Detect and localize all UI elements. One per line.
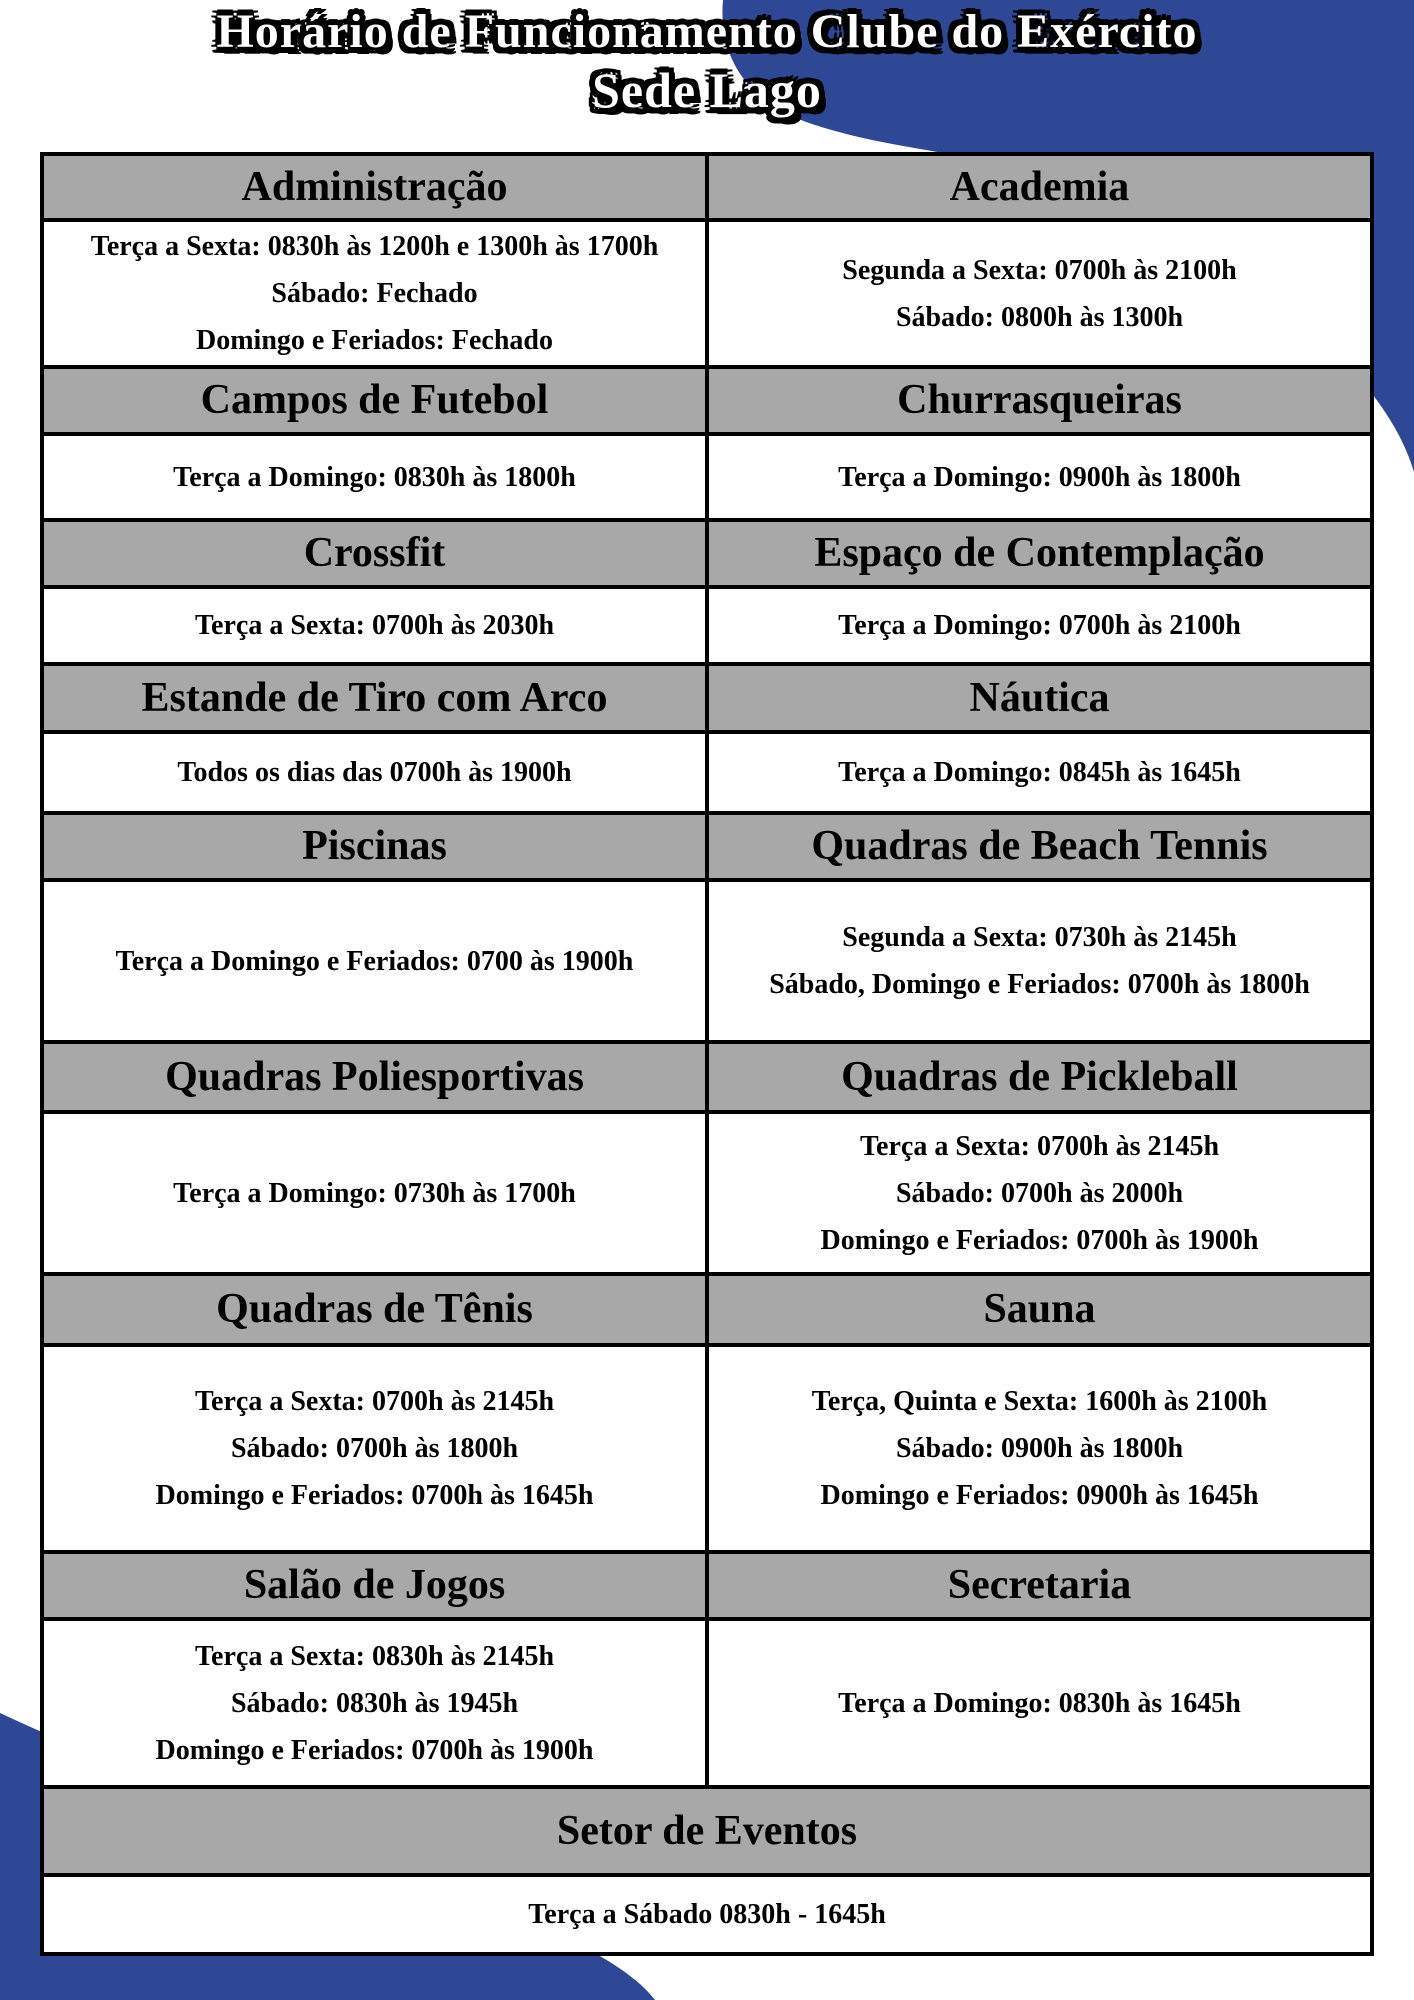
facility-header-quadras-de-tenis: [42, 1274, 707, 1345]
facility-name: Academia: [949, 163, 1130, 210]
hours-line: Sábado: 0900h às 1800h: [895, 1433, 1184, 1464]
facility-name: Quadras de Tênis: [216, 1286, 533, 1333]
facility-header-setor-de-eventos: [42, 1787, 1372, 1875]
facility-hours-salao-de-jogos: [42, 1619, 707, 1787]
facility-name: Sauna: [983, 1286, 1096, 1333]
facility-hours-secretaria: [707, 1619, 1372, 1787]
facility-name: Secretaria: [947, 1562, 1132, 1609]
facility-header-academia: [707, 154, 1372, 220]
facility-hours-academia: [707, 220, 1372, 367]
facility-name: Quadras de Pickleball: [841, 1053, 1238, 1100]
hours-line: Terça a Sexta: 0700h às 2030h: [194, 610, 555, 641]
facility-hours-quadras-de-tenis: [42, 1345, 707, 1552]
facility-hours-espaco-de-contemplacao: [707, 587, 1372, 664]
facility-hours-pickleball: [707, 1112, 1372, 1274]
hours-line: Domingo e Feriados: Fechado: [196, 325, 553, 356]
facility-header-crossfit: [42, 520, 707, 587]
hours-line: Sábado: 0700h às 2000h: [895, 1177, 1184, 1209]
facility-hours-crossfit: [42, 587, 707, 664]
facility-hours-campos-de-futebol: [42, 434, 707, 520]
facility-header-salao-de-jogos: [42, 1552, 707, 1619]
hours-line: Terça a Sábado 0830h - 1645h: [528, 1899, 886, 1930]
facility-hours-quadras-poliesportivas: [42, 1112, 707, 1274]
facility-hours-administracao: [42, 220, 707, 367]
hours-line: Sábado: 0700h às 1800h: [230, 1433, 519, 1464]
facility-hours-beach-tennis: [707, 880, 1372, 1042]
facility-hours-churrasqueiras: [707, 434, 1372, 520]
hours-line: Terça a Domingo: 0700h às 2100h: [838, 610, 1241, 641]
facility-header-nautica: [707, 664, 1372, 732]
facility-name: Salão de Jogos: [243, 1562, 506, 1609]
facility-name: Churrasqueiras: [897, 377, 1182, 424]
hours-line: Terça, Quinta e Sexta: 1600h às 2100h: [811, 1386, 1268, 1417]
facility-name: Crossfit: [303, 530, 446, 577]
facility-header-secretaria: [707, 1552, 1372, 1619]
facility-hours-nautica: [707, 732, 1372, 813]
hours-line: Domingo e Feriados: 0900h às 1645h: [820, 1480, 1259, 1511]
title-line-1: Horário de Funcionamento Clube do Exército: [216, 5, 1198, 58]
hours-line: Terça a Domingo: 0845h às 1645h: [838, 757, 1241, 788]
facility-header-campos-de-futebol: [42, 367, 707, 434]
facility-hours-sauna: [707, 1345, 1372, 1552]
poster-title: [0, 0, 1414, 118]
facility-header-sauna: [707, 1274, 1372, 1345]
hours-line: Sábado: 0830h às 1945h: [230, 1687, 519, 1719]
facility-name: Setor de Eventos: [556, 1807, 858, 1854]
facility-header-churrasqueiras: [707, 367, 1372, 434]
facility-name: Quadras Poliesportivas: [165, 1053, 584, 1100]
facility-header-administracao: [42, 154, 707, 220]
facility-header-estande-de-tiro: [42, 664, 707, 732]
facility-name: Piscinas: [302, 823, 447, 870]
facility-hours-estande-de-tiro: [42, 732, 707, 813]
hours-line: Terça a Domingo: 0730h às 1700h: [173, 1177, 576, 1209]
title-line-2: Sede Lago: [592, 61, 822, 118]
hours-line: Terça a Domingo e Feriados: 0700 às 1900h: [115, 945, 634, 977]
facility-name: Espaço de Contemplação: [814, 530, 1265, 577]
facility-name: Administração: [241, 163, 508, 210]
facility-header-piscinas: [42, 813, 707, 880]
hours-line: Sábado: 0800h às 1300h: [895, 301, 1184, 333]
facility-hours-piscinas: [42, 880, 707, 1042]
hours-line: Terça a Sexta: 0830h às 1200h e 1300h às 1700h: [90, 231, 659, 262]
hours-line: Terça a Sexta: 0700h às 2145h: [194, 1386, 555, 1417]
hours-line: Domingo e Feriados: 0700h às 1900h: [155, 1734, 594, 1766]
hours-line: Terça a Domingo: 0830h às 1645h: [838, 1687, 1241, 1719]
hours-line: Segunda a Sexta: 0700h às 2100h: [842, 254, 1237, 286]
hours-line: Domingo e Feriados: 0700h às 1900h: [820, 1224, 1259, 1256]
hours-line: Segunda a Sexta: 0730h às 2145h: [842, 922, 1237, 953]
facility-header-quadras-poliesportivas: [42, 1042, 707, 1112]
hours-line: Sábado, Domingo e Feriados: 0700h às 1800h: [769, 969, 1310, 1000]
hours-line: Terça a Sexta: 0700h às 2145h: [859, 1130, 1220, 1162]
facility-name: Estande de Tiro com Arco: [141, 674, 608, 721]
hours-line: Terça a Domingo: 0900h às 1800h: [838, 461, 1241, 493]
schedule-table: [40, 152, 1374, 1956]
hours-line: Domingo e Feriados: 0700h às 1645h: [155, 1480, 594, 1511]
hours-line: Terça a Domingo: 0830h às 1800h: [173, 461, 576, 493]
facility-name: Quadras de Beach Tennis: [811, 823, 1268, 870]
facility-header-beach-tennis: [707, 813, 1372, 880]
hours-line: Sábado: Fechado: [271, 278, 478, 309]
facility-header-espaco-de-contemplacao: [707, 520, 1372, 587]
facility-header-pickleball: [707, 1042, 1372, 1112]
facility-name: Náutica: [969, 674, 1110, 721]
hours-line: Terça a Sexta: 0830h às 2145h: [194, 1640, 555, 1672]
hours-line: Todos os dias das 0700h às 1900h: [177, 757, 572, 788]
facility-name: Campos de Futebol: [200, 377, 549, 424]
facility-hours-setor-de-eventos: [42, 1875, 1372, 1954]
